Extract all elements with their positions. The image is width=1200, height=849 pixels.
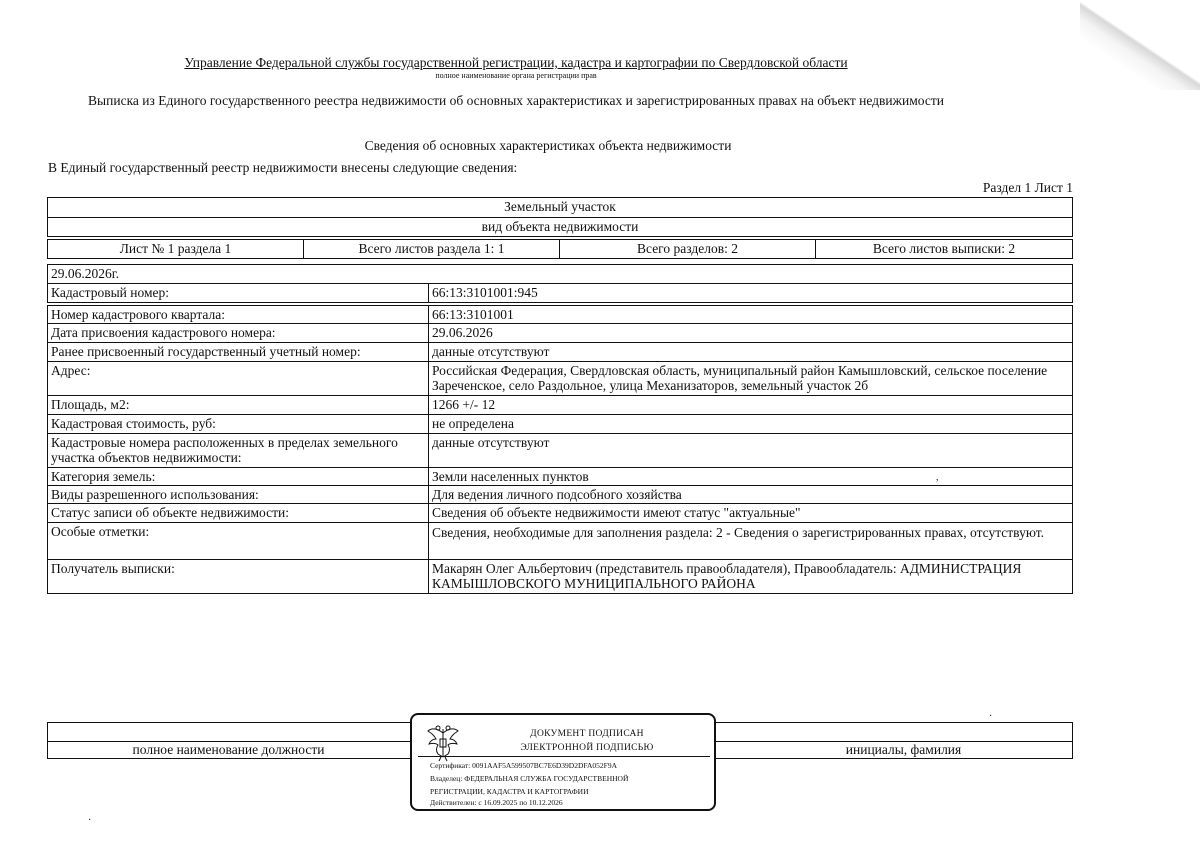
table-row xyxy=(48,323,1072,342)
object-type: Земельный участок xyxy=(504,199,616,214)
sheet-number: Лист № 1 раздела 1 xyxy=(48,240,304,258)
double-headed-eagle-icon xyxy=(426,723,460,763)
detail-label: Статус записи об объекте недвижимости: xyxy=(48,504,429,522)
stamp-validity: Действителен: с 16.09.2025 по 10.12.2026 xyxy=(430,798,563,807)
intro-text: В Единый государственный реестр недвижимости внесены следующие сведения: xyxy=(48,160,518,175)
table-row xyxy=(48,306,1072,323)
page-corner-fold xyxy=(1080,0,1200,90)
detail-value: Сведения, необходимые для заполнения раздела: 2 - Сведения о зарегистрированных правах, отсутствуют. xyxy=(432,525,1045,540)
stamp-owner-line1: Владелец: ФЕДЕРАЛЬНАЯ СЛУЖБА ГОСУДАРСТВЕННОЙ xyxy=(430,774,629,783)
stamp-title: ДОКУМЕНТ ПОДПИСАН xyxy=(530,729,644,739)
name-caption: инициалы, фамилия xyxy=(845,742,962,757)
table-row xyxy=(48,467,1072,485)
detail-value: 1266 +/- 12 xyxy=(432,397,496,412)
table-row xyxy=(48,361,1072,395)
detail-value: 66:13:3101001 xyxy=(432,307,514,322)
detail-label: Виды разрешенного использования: xyxy=(48,486,429,503)
detail-value: 29.06.2026 xyxy=(432,325,493,340)
speck: · xyxy=(989,711,993,722)
stamp-certificate: Сертификат: 0091AAF5A599507BC7E6D39D2DFA052F9A xyxy=(430,761,618,770)
org-name: Управление Федеральной службы государственной регистрации, кадастра и картографии по Свердловской области xyxy=(184,55,848,70)
table-row xyxy=(48,485,1072,503)
detail-label: Номер кадастрового квартала: xyxy=(48,306,429,323)
detail-value: Для ведения личного подсобного хозяйства xyxy=(432,487,682,502)
stamp-owner-line2: РЕГИСТРАЦИИ, КАДАСТРА И КАРТОГРАФИИ xyxy=(430,787,589,796)
detail-label: Адрес: xyxy=(48,362,429,395)
object-type-caption: вид объекта недвижимости xyxy=(481,219,639,234)
e-signature-stamp xyxy=(410,713,716,811)
cadastral-box xyxy=(47,264,1073,303)
stamp-subtitle: ЭЛЕКТРОННОЙ ПОДПИСЬЮ xyxy=(520,743,654,753)
cadastral-number-label: Кадастровый номер: xyxy=(48,284,429,302)
position-caption: полное наименование должности xyxy=(132,742,325,757)
section-sheet-label: Раздел 1 Лист 1 xyxy=(982,180,1073,195)
detail-label: Площадь, м2: xyxy=(48,396,429,414)
speck: , xyxy=(936,472,939,483)
detail-value: данные отсутствуют xyxy=(432,435,550,450)
cadastral-number-value: 66:13:3101001:945 xyxy=(432,285,538,300)
table-row xyxy=(48,342,1072,361)
detail-value: не определена xyxy=(432,416,514,431)
total-section-sheets: Всего листов раздела 1: 1 xyxy=(304,240,560,258)
detail-value: Российская Федерация, Свердловская область, муниципальный район Камышловский, сельское поселение Зареченское, село Раздольное, улица Механизаторов, земельный участок 2б xyxy=(432,363,1048,393)
total-sections: Всего разделов: 2 xyxy=(560,240,816,258)
detail-value: Макарян Олег Альбертович (представитель правообладателя), Правообладатель: АДМИНИСТРАЦИЯ КАМЫШЛОВСКОГО МУНИЦИПАЛЬНОГО РАЙОНА xyxy=(432,561,1022,591)
table-row xyxy=(48,503,1072,522)
table-row xyxy=(48,522,1072,559)
sheets-box xyxy=(47,239,1073,259)
stamp-divider xyxy=(418,756,710,757)
section-heading: Сведения об основных характеристиках объекта недвижимости xyxy=(364,138,732,153)
org-caption: полное наименование органа регистрации прав xyxy=(435,71,597,80)
table-row xyxy=(48,395,1072,414)
detail-label: Ранее присвоенный государственный учетный номер: xyxy=(48,343,429,361)
detail-label: Кадастровая стоимость, руб: xyxy=(48,415,429,433)
detail-value: Земли населенных пунктов xyxy=(432,469,589,484)
detail-label: Особые отметки: xyxy=(48,523,429,559)
speck: · xyxy=(88,815,92,826)
total-extract-sheets: Всего листов выписки: 2 xyxy=(872,241,1016,256)
detail-label: Кадастровые номера расположенных в пределах земельного участка объектов недвижимости: xyxy=(48,434,429,467)
object-type-box xyxy=(47,197,1073,237)
table-row xyxy=(48,433,1072,467)
table-row xyxy=(48,559,1072,593)
detail-label: Получатель выписки: xyxy=(48,560,429,593)
details-box xyxy=(47,305,1073,594)
detail-value: Сведения об объекте недвижимости имеют статус "актуальные" xyxy=(432,505,801,520)
extract-title: Выписка из Единого государственного реестра недвижимости об основных характеристиках и зарегистрированных правах на объект недвижимости xyxy=(88,93,944,108)
extract-date: 29.06.2026г. xyxy=(51,266,120,281)
detail-label: Дата присвоения кадастрового номера: xyxy=(48,324,429,342)
detail-label: Категория земель: xyxy=(48,468,429,485)
table-row xyxy=(48,414,1072,433)
detail-value: данные отсутствуют xyxy=(432,344,550,359)
